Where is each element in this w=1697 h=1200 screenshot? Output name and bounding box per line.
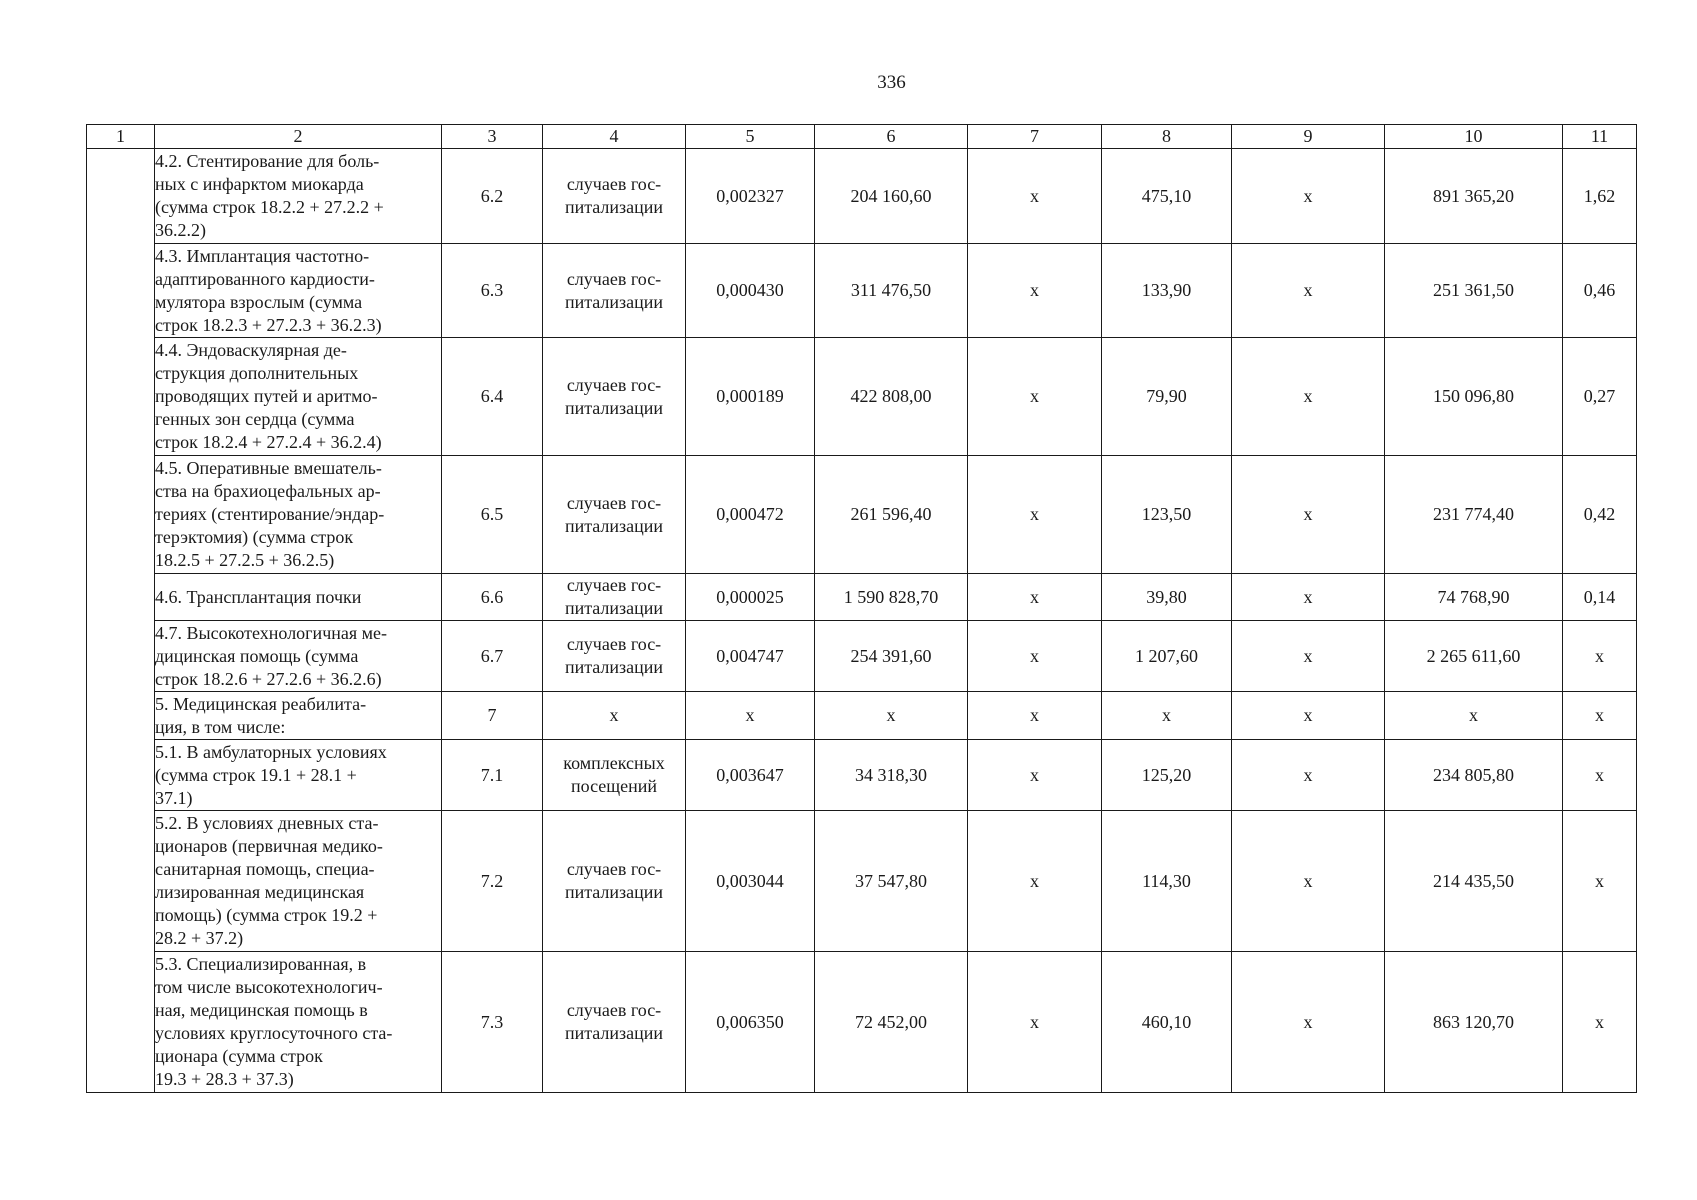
header-row: [87, 125, 1637, 149]
column-header-4: 4: [543, 125, 686, 149]
cell-col-5: 0,000189: [686, 338, 815, 456]
cell-col-5: 0,000025: [686, 574, 815, 621]
table-row: [87, 811, 1637, 952]
cell-col-10: 234 805,80: [1385, 740, 1563, 811]
column-header-11: 11: [1563, 125, 1637, 149]
cell-col-10: 2 265 611,60: [1385, 621, 1563, 692]
cell-col-10: 150 096,80: [1385, 338, 1563, 456]
cell-col-8: х: [1102, 692, 1232, 740]
row-unit: случаев гос- питализации: [543, 621, 686, 692]
cell-col-7: х: [968, 740, 1102, 811]
cell-col-10: 74 768,90: [1385, 574, 1563, 621]
row-code: 6.5: [442, 456, 543, 574]
column-header-5: 5: [686, 125, 815, 149]
row-name: 4.5. Оперативные вмешатель- ства на брахиоцефальных ар- териях (стентирование/эндар- терэктомия) (сумма строк 18.2.5 + 27.2.5 + 36.2.5): [155, 456, 442, 574]
cell-col-5: х: [686, 692, 815, 740]
cell-col-5: 0,003044: [686, 811, 815, 952]
cell-col-6: 261 596,40: [815, 456, 968, 574]
cell-col-9: х: [1232, 244, 1385, 338]
cell-col-9: х: [1232, 574, 1385, 621]
cell-col-7: х: [968, 456, 1102, 574]
row-code: 6.7: [442, 621, 543, 692]
cell-col-9: х: [1232, 740, 1385, 811]
row-name: 4.3. Имплантация частотно- адаптированного кардиости- мулятора взрослым (сумма строк 18.2.3 + 27.2.3 + 36.2.3): [155, 244, 442, 338]
cell-col-9: х: [1232, 952, 1385, 1093]
row-unit: комплексных посещений: [543, 740, 686, 811]
row-unit: случаев гос- питализации: [543, 149, 686, 244]
cell-col-7: х: [968, 574, 1102, 621]
table-row: [87, 621, 1637, 692]
cell-col-11: х: [1563, 692, 1637, 740]
row-name: 4.4. Эндоваскулярная де- струкция дополнительных проводящих путей и аритмо- генных зон сердца (сумма строк 18.2.4 + 27.2.4 + 36.2.4): [155, 338, 442, 456]
column-header-2: 2: [155, 125, 442, 149]
table-row: [87, 692, 1637, 740]
page-number: 336: [877, 72, 906, 93]
column-1-cell: [87, 149, 155, 1093]
row-name: 4.7. Высокотехнологичная ме- дицинская помощь (сумма строк 18.2.6 + 27.2.6 + 36.2.6): [155, 621, 442, 692]
row-unit: случаев гос- питализации: [543, 574, 686, 621]
cell-col-6: 311 476,50: [815, 244, 968, 338]
cell-col-11: х: [1563, 952, 1637, 1093]
cell-col-6: 37 547,80: [815, 811, 968, 952]
cell-col-11: 0,46: [1563, 244, 1637, 338]
row-name: 4.6. Трансплантация почки: [155, 574, 442, 621]
cell-col-8: 79,90: [1102, 338, 1232, 456]
row-unit: случаев гос- питализации: [543, 456, 686, 574]
table-row: [87, 740, 1637, 811]
cell-col-7: х: [968, 811, 1102, 952]
cell-col-8: 39,80: [1102, 574, 1232, 621]
cell-col-8: 114,30: [1102, 811, 1232, 952]
cell-col-9: х: [1232, 692, 1385, 740]
row-code: 7.1: [442, 740, 543, 811]
column-header-1: 1: [87, 125, 155, 149]
cell-col-5: 0,002327: [686, 149, 815, 244]
row-unit: случаев гос- питализации: [543, 952, 686, 1093]
cell-col-8: 1 207,60: [1102, 621, 1232, 692]
cell-col-5: 0,000430: [686, 244, 815, 338]
cell-col-7: х: [968, 621, 1102, 692]
cell-col-7: х: [968, 244, 1102, 338]
row-code: 6.2: [442, 149, 543, 244]
cell-col-10: х: [1385, 692, 1563, 740]
row-unit: х: [543, 692, 686, 740]
cell-col-11: 0,27: [1563, 338, 1637, 456]
row-code: 6.4: [442, 338, 543, 456]
row-unit: случаев гос- питализации: [543, 338, 686, 456]
cell-col-8: 475,10: [1102, 149, 1232, 244]
cell-col-8: 125,20: [1102, 740, 1232, 811]
table-row: [87, 149, 1637, 244]
cell-col-10: 214 435,50: [1385, 811, 1563, 952]
row-code: 7: [442, 692, 543, 740]
row-code: 7.2: [442, 811, 543, 952]
column-header-10: 10: [1385, 125, 1563, 149]
cell-col-5: 0,003647: [686, 740, 815, 811]
column-header-7: 7: [968, 125, 1102, 149]
cell-col-7: х: [968, 692, 1102, 740]
cell-col-9: х: [1232, 811, 1385, 952]
data-table: [86, 124, 1637, 1093]
cell-col-9: х: [1232, 149, 1385, 244]
cell-col-6: 254 391,60: [815, 621, 968, 692]
cell-col-6: 72 452,00: [815, 952, 968, 1093]
cell-col-6: х: [815, 692, 968, 740]
cell-col-11: 0,42: [1563, 456, 1637, 574]
cell-col-9: х: [1232, 338, 1385, 456]
table-row: [87, 244, 1637, 338]
table-row: [87, 338, 1637, 456]
column-header-8: 8: [1102, 125, 1232, 149]
cell-col-11: 0,14: [1563, 574, 1637, 621]
cell-col-5: 0,000472: [686, 456, 815, 574]
cell-col-6: 1 590 828,70: [815, 574, 968, 621]
cell-col-6: 422 808,00: [815, 338, 968, 456]
row-code: 6.3: [442, 244, 543, 338]
row-unit: случаев гос- питализации: [543, 244, 686, 338]
cell-col-7: х: [968, 952, 1102, 1093]
cell-col-7: х: [968, 149, 1102, 244]
row-code: 6.6: [442, 574, 543, 621]
cell-col-10: 891 365,20: [1385, 149, 1563, 244]
cell-col-9: х: [1232, 456, 1385, 574]
cell-col-9: х: [1232, 621, 1385, 692]
row-unit: случаев гос- питализации: [543, 811, 686, 952]
cell-col-8: 133,90: [1102, 244, 1232, 338]
row-code: 7.3: [442, 952, 543, 1093]
row-name: 4.2. Стентирование для боль- ных с инфарктом миокарда (сумма строк 18.2.2 + 27.2.2 + 36.2.2): [155, 149, 442, 244]
cell-col-10: 863 120,70: [1385, 952, 1563, 1093]
row-name: 5.1. В амбулаторных условиях (сумма строк 19.1 + 28.1 + 37.1): [155, 740, 442, 811]
table-row: [87, 952, 1637, 1093]
column-header-6: 6: [815, 125, 968, 149]
cell-col-5: 0,006350: [686, 952, 815, 1093]
cell-col-11: х: [1563, 621, 1637, 692]
cell-col-7: х: [968, 338, 1102, 456]
row-name: 5. Медицинская реабилита- ция, в том числе:: [155, 692, 442, 740]
row-name: 5.2. В условиях дневных ста- ционаров (первичная медико- санитарная помощь, специа- лизированная медицинская помощь) (сумма строк 19.2 + 28.2 + 37.2): [155, 811, 442, 952]
cell-col-10: 231 774,40: [1385, 456, 1563, 574]
table-row: [87, 574, 1637, 621]
table-row: [87, 456, 1637, 574]
cell-col-10: 251 361,50: [1385, 244, 1563, 338]
cell-col-6: 204 160,60: [815, 149, 968, 244]
row-name: 5.3. Специализированная, в том числе высокотехнологич- ная, медицинская помощь в условиях круглосуточного ста- ционара (сумма строк 19.3 + 28.3 + 37.3): [155, 952, 442, 1093]
cell-col-11: 1,62: [1563, 149, 1637, 244]
cell-col-8: 123,50: [1102, 456, 1232, 574]
cell-col-11: х: [1563, 740, 1637, 811]
cell-col-8: 460,10: [1102, 952, 1232, 1093]
column-header-9: 9: [1232, 125, 1385, 149]
cell-col-6: 34 318,30: [815, 740, 968, 811]
cell-col-11: х: [1563, 811, 1637, 952]
column-header-3: 3: [442, 125, 543, 149]
cell-col-5: 0,004747: [686, 621, 815, 692]
